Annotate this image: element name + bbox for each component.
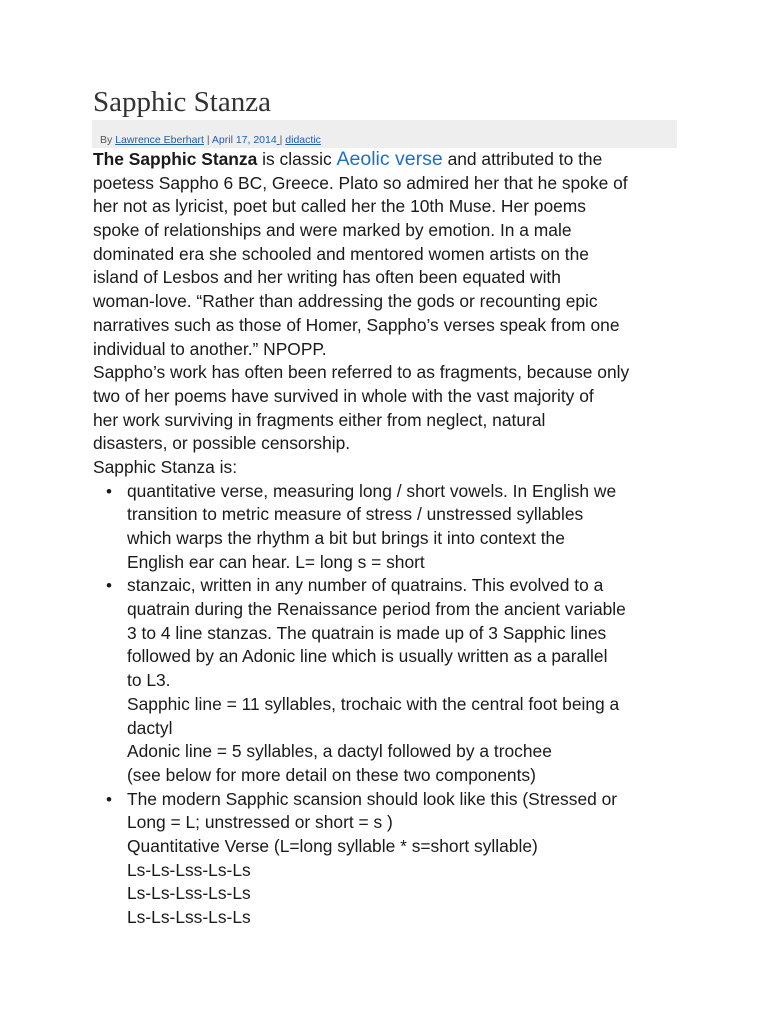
intro-line: island of Lesbos and her writing has often been equated with (93, 267, 561, 288)
list-item-line: Sapphic line = 11 syllables, trochaic with the central foot being a (127, 693, 620, 714)
sapphic-features-list (93, 480, 693, 930)
byline-bar (92, 120, 677, 148)
list-item-line: Adonic line = 5 syllables, a dactyl followed by a trochee (127, 741, 552, 762)
byline-separator: | (206, 134, 210, 146)
lead-text-end: and attributed to the (442, 149, 603, 169)
byline-separator: | (279, 134, 283, 146)
lead-term: The Sapphic Stanza (93, 149, 258, 169)
list-item (93, 574, 693, 787)
fragments-line: Sappho’s work has often been referred to as fragments, because only (93, 362, 630, 383)
fragments-line: her work surviving in fragments either from neglect, natural (93, 409, 546, 430)
intro-line: narratives such as those of Homer, Sappho’s verses speak from one (93, 314, 620, 335)
list-item-line: to L3. (127, 670, 171, 691)
list-item-line: quantitative verse, measuring long / short vowels. In English we (127, 480, 617, 501)
list-item-line: quatrain during the Renaissance period from the ancient variable (127, 599, 626, 620)
author-link[interactable]: Lawrence Eberhart (115, 134, 204, 146)
intro-line: her not as lyricist, poet but called her the 10th Muse. Her poems (93, 196, 586, 217)
intro-line: woman-love. “Rather than addressing the gods or recounting epic (93, 291, 598, 312)
date-link[interactable]: April 17, 2014 (211, 134, 277, 146)
intro-line: individual to another.” NPOPP. (93, 338, 327, 359)
list-item-line: followed by an Adonic line which is usually written as a parallel (127, 646, 608, 667)
list-item (93, 788, 693, 930)
list-item (93, 480, 693, 575)
fragments-line: two of her poems have survived in whole with the vast majority of (93, 385, 594, 406)
list-item-line: transition to metric measure of stress / unstressed syllables (127, 504, 584, 525)
scansion-line: Ls-Ls-Lss-Ls-Ls (127, 907, 251, 927)
list-intro: Sapphic Stanza is: (93, 456, 238, 477)
bullet-icon: • (106, 481, 112, 501)
list-item-line: Long = L; unstressed or short = s ) (127, 812, 393, 833)
bullet-icon: • (106, 789, 112, 809)
intro-line: spoke of relationships and were marked by emotion. In a male (93, 220, 572, 241)
page-title: Sapphic Stanza (93, 86, 271, 118)
category-link[interactable]: didactic (285, 134, 321, 146)
list-item-line: English ear can hear. L= long s = short (127, 551, 425, 572)
intro-first-line (93, 148, 693, 172)
list-item-line: which warps the rhythm a bit but brings it into context the (127, 528, 565, 548)
byline-prefix: By (100, 134, 113, 146)
list-item-line: (see below for more detail on these two components) (127, 764, 536, 785)
intro-line: dominated era she schooled and mentored women artists on the (93, 243, 589, 264)
list-item-line: Quantitative Verse (L=long syllable * s=short syllable) (127, 835, 538, 856)
scansion-line: Ls-Ls-Lss-Ls-Ls (127, 859, 251, 880)
bullet-icon: • (106, 576, 112, 596)
lead-text: is classic (257, 149, 337, 169)
fragments-line: disasters, or possible censorship. (93, 433, 351, 454)
list-item-line: The modern Sapphic scansion should look like this (Stressed or (127, 788, 618, 809)
list-item-line: 3 to 4 line stanzas. The quatrain is made up of 3 Sapphic lines (127, 622, 607, 643)
list-item-line: dactyl (127, 717, 173, 738)
aeolic-verse-link[interactable]: Aeolic verse (336, 148, 443, 170)
intro-line: poetess Sappho 6 BC, Greece. Plato so admired her that he spoke of (93, 172, 628, 193)
article-body (93, 148, 693, 930)
scansion-line: Ls-Ls-Lss-Ls-Ls (127, 883, 251, 904)
list-item-line: stanzaic, written in any number of quatrains. This evolved to a (127, 575, 604, 596)
